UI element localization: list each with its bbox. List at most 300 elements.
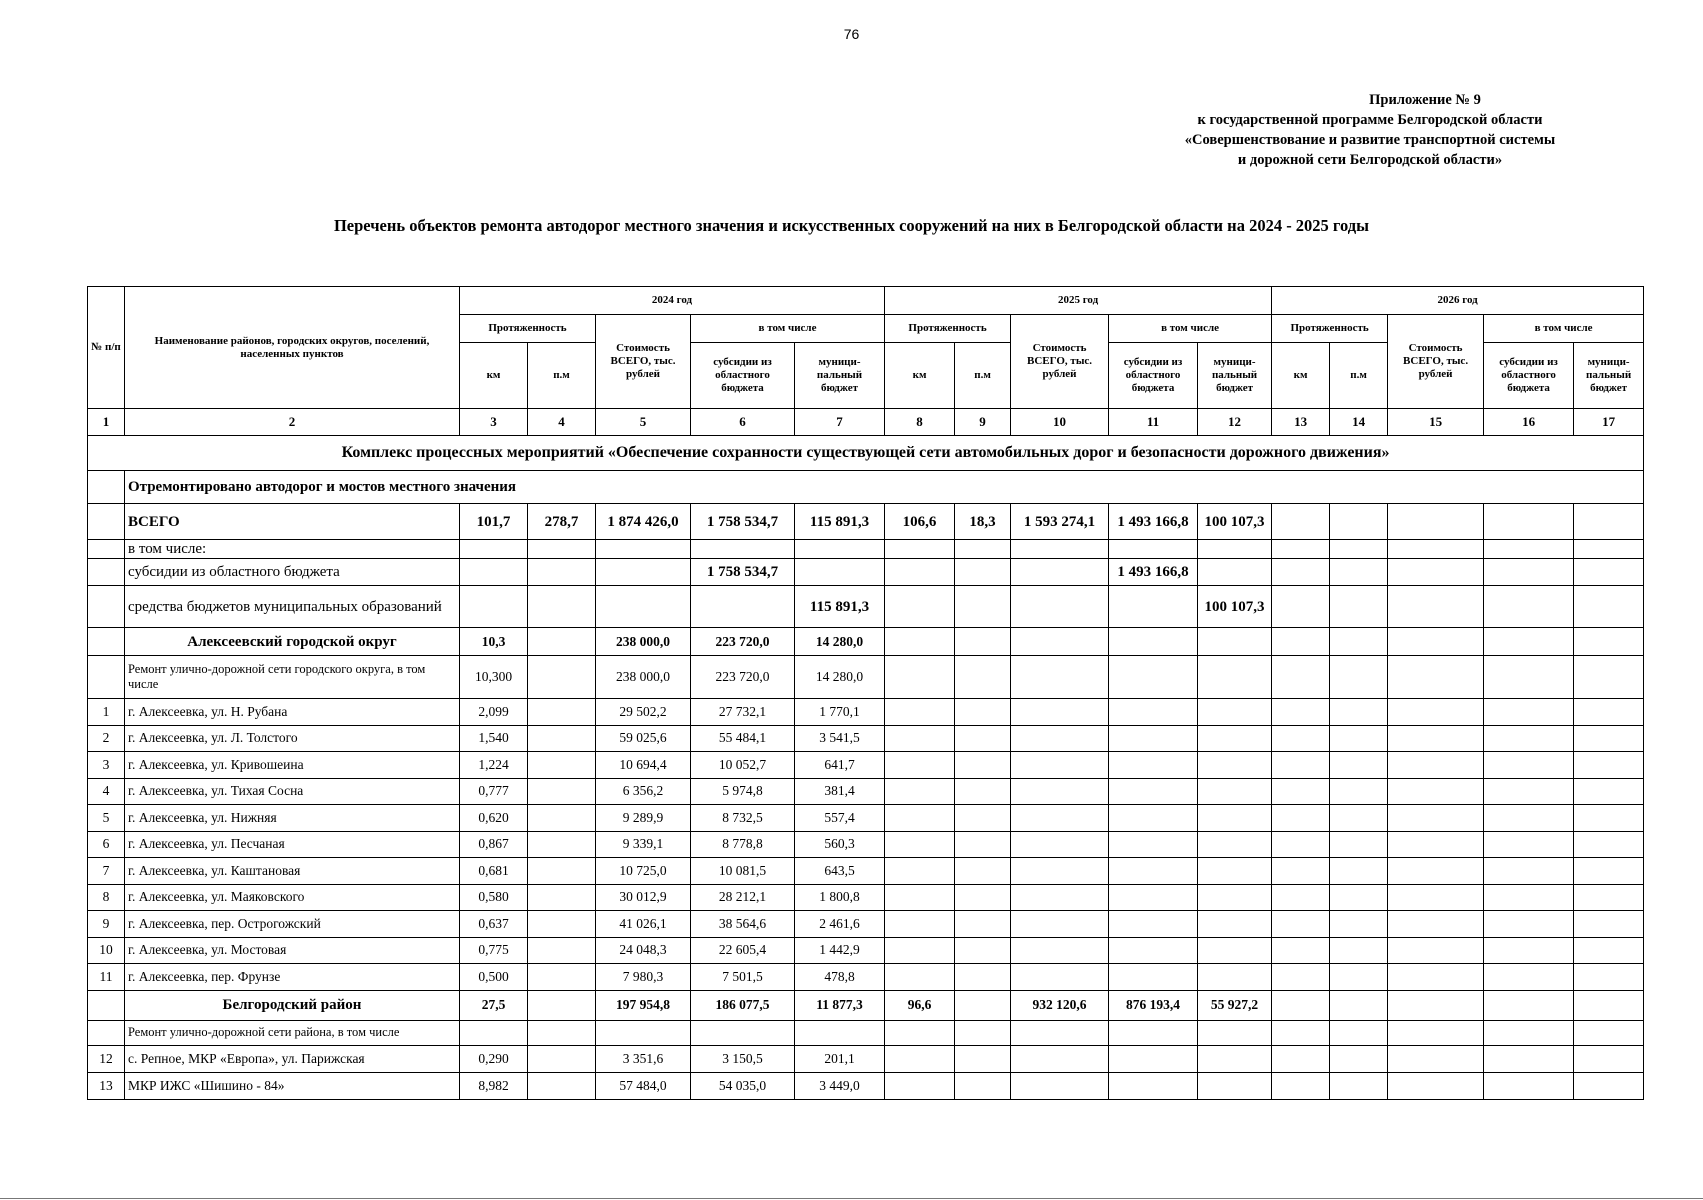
header-pm: п.м	[1330, 343, 1388, 409]
table-row	[88, 778, 1644, 805]
cell-no: 5	[88, 805, 125, 832]
cell-value	[1272, 937, 1330, 964]
cell-value	[596, 540, 691, 559]
cell-value	[1011, 559, 1109, 586]
cell-name: Ремонт улично-дорожной сети района, в том числе	[125, 1020, 460, 1045]
cell-value	[1388, 778, 1484, 805]
cell-value: 10,300	[460, 656, 528, 699]
cell-value: 18,3	[955, 504, 1011, 540]
cell-value	[528, 656, 596, 699]
header-year-2026: 2026 год	[1272, 287, 1644, 315]
cell-value: 3 150,5	[691, 1045, 795, 1072]
cell-value	[1330, 911, 1388, 938]
col-number: 8	[885, 409, 955, 436]
cell-value	[1011, 778, 1109, 805]
cell-value	[460, 586, 528, 628]
cell-value: 0,637	[460, 911, 528, 938]
cell-value	[1198, 628, 1272, 656]
cell-value	[1484, 990, 1574, 1020]
cell-value	[955, 656, 1011, 699]
table-row	[88, 831, 1644, 858]
cell-value: 2 461,6	[795, 911, 885, 938]
cell-value	[955, 628, 1011, 656]
cell-value	[1109, 752, 1198, 779]
table-row	[88, 699, 1644, 726]
cell-name: г. Алексеевка, ул. Мостовая	[125, 937, 460, 964]
cell-value	[1388, 911, 1484, 938]
cell-value	[1011, 805, 1109, 832]
cell-value	[1109, 699, 1198, 726]
header-subsidy: субсидии из областного бюджета	[691, 343, 795, 409]
cell-value	[885, 964, 955, 991]
cell-name: г. Алексеевка, ул. Л. Толстого	[125, 725, 460, 752]
cell-value	[1388, 1020, 1484, 1045]
cell-value	[1330, 540, 1388, 559]
cell-value: 7 501,5	[691, 964, 795, 991]
incl-row	[88, 540, 1644, 559]
cell-value	[1109, 831, 1198, 858]
cell-value	[1574, 964, 1644, 991]
cell-value: 5 974,8	[691, 778, 795, 805]
col-number: 15	[1388, 409, 1484, 436]
cell-value	[1484, 1072, 1574, 1099]
cell-value: 557,4	[795, 805, 885, 832]
cell-value: 10 725,0	[596, 858, 691, 885]
cell-value: 278,7	[528, 504, 596, 540]
document-title: Перечень объектов ремонта автодорог местного значения и искусственных сооружений на них в Белгородской области на 2024 - 2025 годы	[333, 216, 1370, 235]
table-row	[88, 752, 1644, 779]
cell-value: 0,777	[460, 778, 528, 805]
cell-name: г. Алексеевка, ул. Н. Рубана	[125, 699, 460, 726]
cell-value	[1198, 937, 1272, 964]
cell-value	[1109, 805, 1198, 832]
cell-value	[1198, 1072, 1272, 1099]
cell-value: 381,4	[795, 778, 885, 805]
appendix-line-3: «Совершенствование и развитие транспортной системы	[1184, 132, 1556, 148]
cell-no: 9	[88, 911, 125, 938]
table-row	[88, 964, 1644, 991]
cell-value	[1330, 937, 1388, 964]
cell-value: 55 927,2	[1198, 990, 1272, 1020]
cell-value: 1 758 534,7	[691, 504, 795, 540]
cell-value: 0,500	[460, 964, 528, 991]
cell-value	[1388, 699, 1484, 726]
cell-value: 1,540	[460, 725, 528, 752]
cell-value	[955, 937, 1011, 964]
cell-value	[955, 586, 1011, 628]
cell-value	[1484, 656, 1574, 699]
header-km: км	[885, 343, 955, 409]
cell-value	[1109, 725, 1198, 752]
cell-value: 10 694,4	[596, 752, 691, 779]
cell-value: 9 289,9	[596, 805, 691, 832]
cell-no: 4	[88, 778, 125, 805]
cell-value	[1011, 884, 1109, 911]
cell-value	[1109, 911, 1198, 938]
cell-value	[1198, 540, 1272, 559]
cell-value	[1574, 725, 1644, 752]
cell-value	[1388, 964, 1484, 991]
cell-value	[1011, 628, 1109, 656]
cell-value	[1198, 656, 1272, 699]
cell-value	[460, 540, 528, 559]
cell-value	[528, 831, 596, 858]
header-length: Протяженность	[460, 315, 596, 343]
cell-value	[528, 628, 596, 656]
cell-name: МКР ИЖС «Шишино - 84»	[125, 1072, 460, 1099]
cell-value	[1330, 884, 1388, 911]
table-row	[88, 725, 1644, 752]
cell-value	[1330, 656, 1388, 699]
cell-value: 643,5	[795, 858, 885, 885]
cell-value	[955, 831, 1011, 858]
cell-value: 0,867	[460, 831, 528, 858]
cell-value	[460, 1020, 528, 1045]
cell-name: г. Алексеевка, пер. Острогожский	[125, 911, 460, 938]
header-cost: Стоимость ВСЕГО, тыс. рублей	[596, 315, 691, 409]
cell-value	[460, 559, 528, 586]
repair-row	[88, 1020, 1644, 1045]
cell-value	[528, 586, 596, 628]
cell-value: 14 280,0	[795, 656, 885, 699]
cell-value: 106,6	[885, 504, 955, 540]
cell-value	[795, 540, 885, 559]
cell-value: 101,7	[460, 504, 528, 540]
cell-value: 3 449,0	[795, 1072, 885, 1099]
cell-value	[955, 1020, 1011, 1045]
cell-value	[955, 858, 1011, 885]
cell-value	[528, 858, 596, 885]
cell-value	[1272, 540, 1330, 559]
cell-value	[1198, 725, 1272, 752]
cell-value	[1109, 858, 1198, 885]
cell-value	[528, 725, 596, 752]
cell-value: 14 280,0	[795, 628, 885, 656]
cell-value: 0,580	[460, 884, 528, 911]
cell-value	[528, 937, 596, 964]
cell-no: 10	[88, 937, 125, 964]
cell-no	[88, 540, 125, 559]
cell-value: 115 891,3	[795, 504, 885, 540]
cell-value	[596, 1020, 691, 1045]
cell-name: г. Алексеевка, пер. Фрунзе	[125, 964, 460, 991]
cell-name: Алексеевский городской округ	[125, 628, 460, 656]
cell-value	[885, 1020, 955, 1045]
cell-value	[1574, 1020, 1644, 1045]
cell-value: 115 891,3	[795, 586, 885, 628]
table-row	[88, 858, 1644, 885]
cell-value	[1109, 778, 1198, 805]
cell-value	[1388, 805, 1484, 832]
cell-value	[1011, 725, 1109, 752]
cell-name: г. Алексеевка, ул. Каштановая	[125, 858, 460, 885]
cell-value: 54 035,0	[691, 1072, 795, 1099]
cell-value	[1388, 831, 1484, 858]
cell-value	[1109, 884, 1198, 911]
cell-value	[1388, 725, 1484, 752]
col-number: 17	[1574, 409, 1644, 436]
cell-value	[1484, 778, 1574, 805]
cell-value	[1109, 1072, 1198, 1099]
cell-value: 11 877,3	[795, 990, 885, 1020]
cell-no: 13	[88, 1072, 125, 1099]
cell-value	[1109, 586, 1198, 628]
cell-value	[528, 778, 596, 805]
cell-value	[885, 778, 955, 805]
col-number: 16	[1484, 409, 1574, 436]
cell-value	[1388, 586, 1484, 628]
cell-value: 28 212,1	[691, 884, 795, 911]
cell-value	[1272, 1072, 1330, 1099]
cell-value	[1198, 778, 1272, 805]
cell-value: 38 564,6	[691, 911, 795, 938]
cell-value: 0,681	[460, 858, 528, 885]
cell-value	[1388, 990, 1484, 1020]
col-number: 3	[460, 409, 528, 436]
cell-value: 0,290	[460, 1045, 528, 1072]
cell-value	[1330, 805, 1388, 832]
cell-value	[1484, 586, 1574, 628]
appendix-line-4: и дорожной сети Белгородской области»	[1237, 152, 1503, 168]
cell-value	[1011, 1020, 1109, 1045]
cell-value	[1272, 699, 1330, 726]
cell-value	[1330, 752, 1388, 779]
cell-value: 641,7	[795, 752, 885, 779]
cell-value	[955, 911, 1011, 938]
cell-value	[1388, 1045, 1484, 1072]
cell-value: 8 732,5	[691, 805, 795, 832]
cell-value	[1109, 540, 1198, 559]
cell-value: 876 193,4	[1109, 990, 1198, 1020]
header-cost: Стоимость ВСЕГО, тыс. рублей	[1388, 315, 1484, 409]
cell-value	[1272, 805, 1330, 832]
cell-value	[528, 1020, 596, 1045]
cell-no: 11	[88, 964, 125, 991]
cell-value	[1330, 628, 1388, 656]
cell-value	[1484, 752, 1574, 779]
cell-value	[1330, 964, 1388, 991]
cell-value	[1198, 559, 1272, 586]
cell-no	[88, 628, 125, 656]
cell-value	[1484, 559, 1574, 586]
cell-value	[596, 559, 691, 586]
cell-value	[1574, 805, 1644, 832]
cell-name: г. Алексеевка, ул. Песчаная	[125, 831, 460, 858]
table-row	[88, 1072, 1644, 1099]
cell-value	[885, 1072, 955, 1099]
cell-value: 3 351,6	[596, 1045, 691, 1072]
cell-value: 1 493 166,8	[1109, 504, 1198, 540]
cell-value	[885, 699, 955, 726]
header-pm: п.м	[528, 343, 596, 409]
cell-value	[1330, 1045, 1388, 1072]
cell-value: 30 012,9	[596, 884, 691, 911]
header-incl: в том числе	[1484, 315, 1644, 343]
cell-value: 197 954,8	[596, 990, 691, 1020]
cell-value	[1388, 884, 1484, 911]
cell-value: 10,3	[460, 628, 528, 656]
header-subsidy: субсидии из областного бюджета	[1484, 343, 1574, 409]
cell-value	[1574, 1072, 1644, 1099]
cell-value	[528, 752, 596, 779]
header-municipal: муници-пальный бюджет	[795, 343, 885, 409]
header-incl: в том числе	[1109, 315, 1272, 343]
cell-value	[885, 559, 955, 586]
cell-value	[885, 884, 955, 911]
header-year-2025: 2025 год	[885, 287, 1272, 315]
cell-value	[1011, 831, 1109, 858]
cell-value	[885, 831, 955, 858]
col-number: 7	[795, 409, 885, 436]
cell-value	[528, 540, 596, 559]
page-number: 76	[843, 26, 860, 42]
cell-value: 9 339,1	[596, 831, 691, 858]
col-number: 1	[88, 409, 125, 436]
table-row	[88, 1045, 1644, 1072]
cell-value: 1,224	[460, 752, 528, 779]
cell-value: 22 605,4	[691, 937, 795, 964]
cell-value	[1484, 884, 1574, 911]
cell-value	[1198, 805, 1272, 832]
cell-value	[795, 559, 885, 586]
cell-value: 1 442,9	[795, 937, 885, 964]
cell-value	[1574, 540, 1644, 559]
section-title: Комплекс процессных мероприятий «Обеспечение сохранности существующей сети автомобильных дорог и безопасности дорожного движения»	[88, 436, 1644, 471]
cell-value	[1272, 559, 1330, 586]
cell-value	[885, 937, 955, 964]
cell-value	[1388, 858, 1484, 885]
cell-value	[1388, 628, 1484, 656]
cell-value	[795, 1020, 885, 1045]
subsection-title: Отремонтировано автодорог и мостов местного значения	[125, 471, 1644, 504]
cell-value: 8 778,8	[691, 831, 795, 858]
cell-name: г. Алексеевка, ул. Тихая Сосна	[125, 778, 460, 805]
cell-name: Белгородский район	[125, 990, 460, 1020]
cell-value	[1484, 805, 1574, 832]
cell-value	[1484, 628, 1574, 656]
cell-value	[1011, 1072, 1109, 1099]
cell-value: 3 541,5	[795, 725, 885, 752]
cell-value	[1484, 1020, 1574, 1045]
cell-value	[1198, 699, 1272, 726]
municipal-row	[88, 586, 1644, 628]
cell-value	[955, 805, 1011, 832]
cell-value	[1109, 656, 1198, 699]
header-year-2024: 2024 год	[460, 287, 885, 315]
cell-value	[885, 725, 955, 752]
col-number: 14	[1330, 409, 1388, 436]
cell-no	[88, 504, 125, 540]
cell-value	[1198, 911, 1272, 938]
total-row	[88, 504, 1644, 540]
cell-value	[1011, 540, 1109, 559]
cell-value	[955, 699, 1011, 726]
cell-value	[1574, 884, 1644, 911]
cell-value	[1198, 964, 1272, 991]
cell-value	[1272, 964, 1330, 991]
cell-no	[88, 656, 125, 699]
cell-value	[1109, 628, 1198, 656]
cell-value	[1272, 752, 1330, 779]
cell-value	[1574, 990, 1644, 1020]
cell-value	[1330, 699, 1388, 726]
cell-value: 1 800,8	[795, 884, 885, 911]
cell-value	[1272, 504, 1330, 540]
cell-value	[1484, 725, 1574, 752]
cell-value: 0,620	[460, 805, 528, 832]
cell-value	[1484, 858, 1574, 885]
cell-value	[1388, 656, 1484, 699]
header-subsidy: субсидии из областного бюджета	[1109, 343, 1198, 409]
cell-value	[1011, 656, 1109, 699]
cell-value	[955, 752, 1011, 779]
cell-value	[528, 990, 596, 1020]
cell-value: 57 484,0	[596, 1072, 691, 1099]
cell-value	[955, 990, 1011, 1020]
district-row	[88, 628, 1644, 656]
header-cost: Стоимость ВСЕГО, тыс. рублей	[1011, 315, 1109, 409]
cell-value	[885, 805, 955, 832]
cell-value	[1330, 778, 1388, 805]
cell-name: средства бюджетов муниципальных образований	[125, 586, 460, 628]
appendix-header	[1140, 90, 1600, 170]
cell-value: 201,1	[795, 1045, 885, 1072]
cell-value	[1198, 831, 1272, 858]
cell-value: 238 000,0	[596, 656, 691, 699]
cell-value: 1 493 166,8	[1109, 559, 1198, 586]
cell-value	[1484, 540, 1574, 559]
cell-value	[955, 1072, 1011, 1099]
cell-value	[885, 858, 955, 885]
cell-no	[88, 559, 125, 586]
cell-value: 8,982	[460, 1072, 528, 1099]
header-municipal: муници-пальный бюджет	[1198, 343, 1272, 409]
cell-name: г. Алексеевка, ул. Маяковского	[125, 884, 460, 911]
cell-value	[1574, 628, 1644, 656]
cell-value	[1574, 831, 1644, 858]
cell-value: 238 000,0	[596, 628, 691, 656]
cell-name: Ремонт улично-дорожной сети городского округа, в том числе	[125, 656, 460, 699]
cell-value	[1272, 831, 1330, 858]
cell-value	[1388, 1072, 1484, 1099]
cell-value: 1 770,1	[795, 699, 885, 726]
cell-value	[1388, 937, 1484, 964]
appendix-line-1: Приложение № 9	[1369, 92, 1481, 108]
cell-no: 8	[88, 884, 125, 911]
cell-value	[1272, 911, 1330, 938]
cell-value	[1574, 559, 1644, 586]
cell-value	[955, 964, 1011, 991]
col-number: 11	[1109, 409, 1198, 436]
cell-value: 55 484,1	[691, 725, 795, 752]
cell-value: 29 502,2	[596, 699, 691, 726]
cell-value	[1330, 858, 1388, 885]
cell-name: г. Алексеевка, ул. Нижняя	[125, 805, 460, 832]
col-number: 2	[125, 409, 460, 436]
cell-value	[1484, 937, 1574, 964]
cell-value	[1011, 586, 1109, 628]
cell-value	[528, 964, 596, 991]
cell-value	[691, 540, 795, 559]
col-number: 13	[1272, 409, 1330, 436]
cell-value: 27,5	[460, 990, 528, 1020]
cell-value	[1011, 1045, 1109, 1072]
cell-value: 24 048,3	[596, 937, 691, 964]
cell-value	[1109, 1045, 1198, 1072]
cell-name: г. Алексеевка, ул. Кривошеина	[125, 752, 460, 779]
cell-value: 6 356,2	[596, 778, 691, 805]
cell-value	[1198, 1020, 1272, 1045]
